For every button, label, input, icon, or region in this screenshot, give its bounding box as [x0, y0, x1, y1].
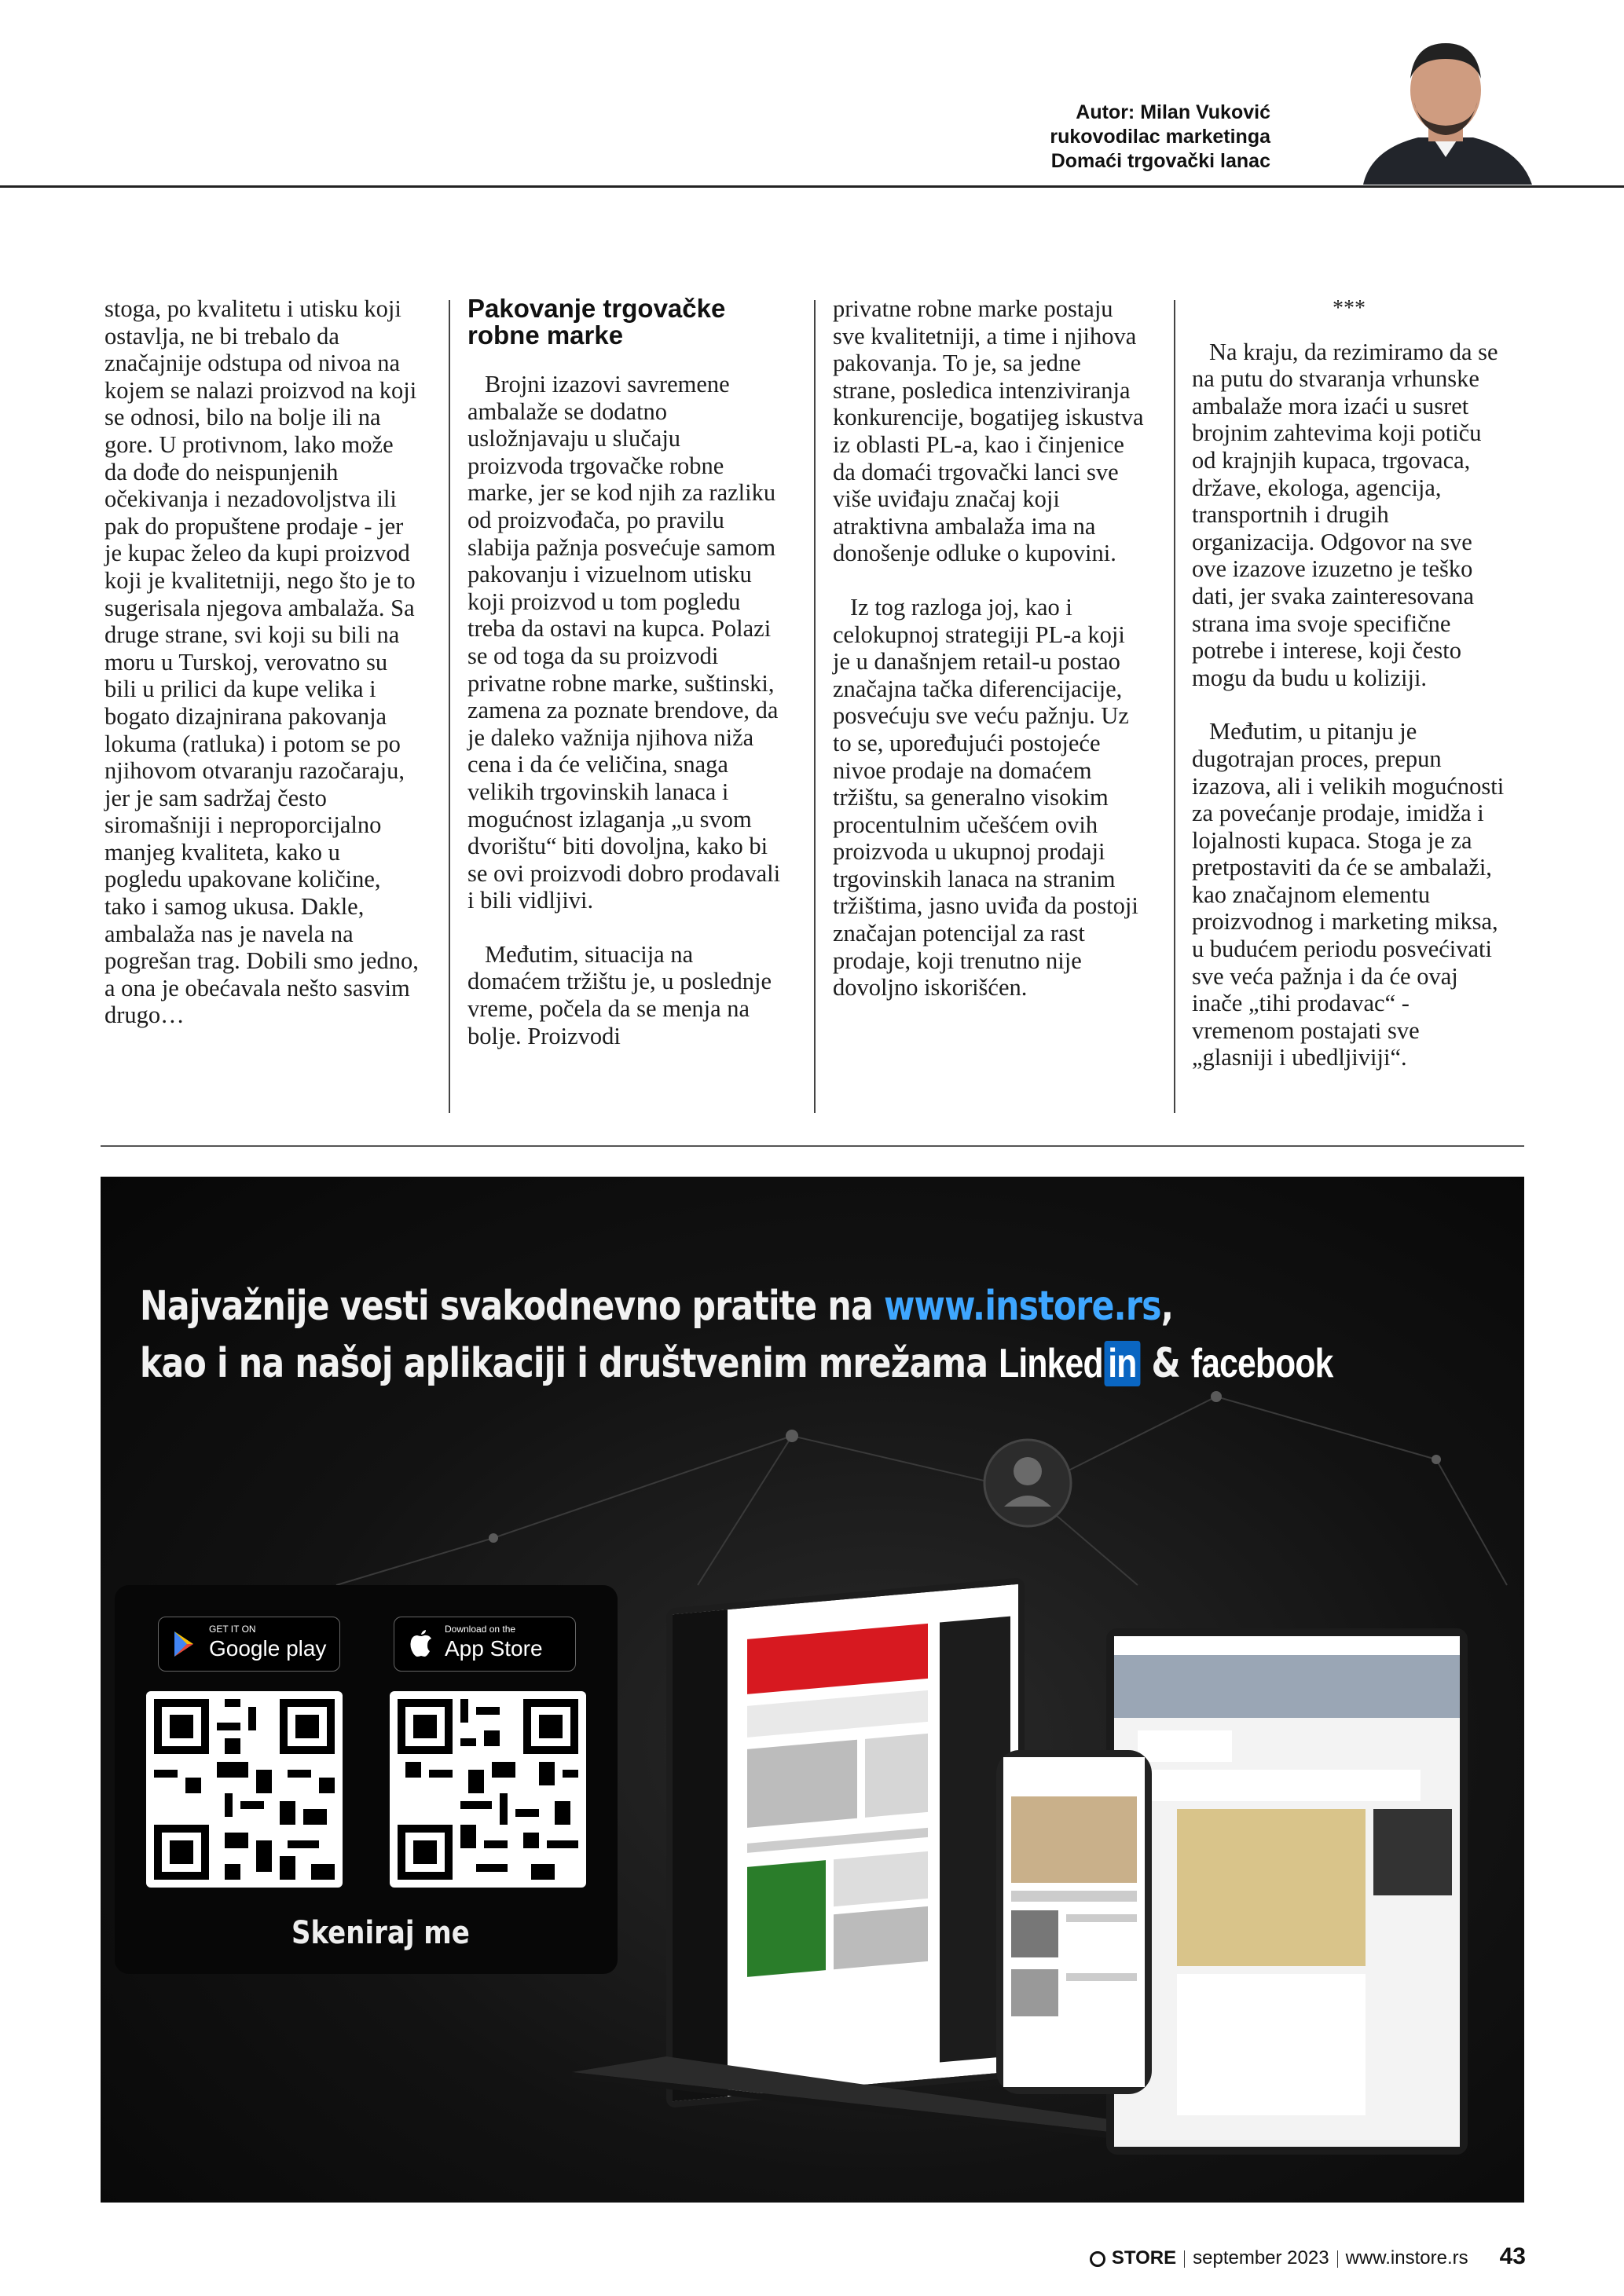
facebook-logo[interactable]: facebook	[1190, 1341, 1333, 1386]
author-company: Domaći trgovački lanac	[1050, 150, 1270, 172]
section-heading: Pakovanje trgovačke robne marke	[467, 294, 726, 350]
ad-text: kao i na našoj aplikaciji i društvenim mrežama	[140, 1340, 999, 1387]
footer-url[interactable]: www.instore.rs	[1345, 2247, 1468, 2269]
author-photo	[1347, 31, 1544, 185]
badge-small-text: Download on the	[445, 1624, 516, 1635]
author-credit	[1050, 101, 1270, 174]
footer-date: september 2023	[1193, 2247, 1329, 2269]
ampersand: &	[1151, 1340, 1180, 1387]
badge-store-name: Google play	[209, 1636, 327, 1661]
article-column-4	[1192, 295, 1506, 1071]
phone-mockup	[996, 1750, 1152, 2094]
column-divider	[449, 300, 450, 1113]
linkedin-in-icon: in	[1104, 1341, 1140, 1386]
paragraph: Iz tog razloga joj, kao i celokupnoj strategiji PL-a koji je u današnjem retail-u postao značajna tačka diferencijacije, posvećuju sve veću pažnju. Uz to se, upoređujući postojeće nivoe prodaje na domaćem tržištu, sa generalno visokim procentulnim učešćem ovih proizvoda u ukupnoj prodaji trgovinskih lanaca na stranim tržištima, jasno uviđa da postoji značajan potencijal za rast prodaje, koji trenutno nije dovoljno iskorišćen.	[833, 593, 1138, 1002]
website-link[interactable]: www.instore.rs	[883, 1283, 1161, 1330]
paragraph: Na kraju, da rezimiramo da se na putu do stvaranja vrhunske ambalaže mora izaći u susret brojnim zahtevima koji potiču od krajnjih kupaca, trgovaca, države, ekologa, agencija, transportnih i drugih organizacija. Odgovor na sve ove izazove izuzetno je teško dati, jer svaka zainteresovana strana ima svoje specifične potrebe i interese, koji često mogu da budu u koliziji.	[1192, 338, 1498, 691]
section-break: ***	[1333, 296, 1366, 320]
column-divider	[814, 300, 816, 1113]
paragraph: Brojni izazovi savremene ambalaže se dodatno usložnjavaju u slučaju proizvoda trgovačke robne marke, jer se kod njih za razliku od proizvođača, po pravilu slabija pažnja posvećuje samom pakovanju i vizuelnom utisku koji proizvod u tom pogledu treba da ostavi na kupca. Polazi se od toga da su proizvodi privatne robne marke, suštinski, zamena za poznate brendove, da je daleko važnija njihova niža cena i da će veličina, snaga velikih trgovinskih lanaca i mogućnost izlaganja „u svom dvorištu“ biti dovoljna, kako bi se ovi proizvodi dobro prodavali i bili vidljivi.	[467, 371, 781, 914]
article-column-3	[833, 295, 1147, 1002]
paragraph: privatne robne marke postaju sve kvalitetniji, a time i njihova pakovanja. To je, sa jedne strane, posledica intenziviranja konkurencije, bogatijeg iskustva iz oblasti PL-a, kao i činjenice da domaći trgovački lanci sve više uviđaju značaj koji atraktivna ambalaža ima na donošenje odluke o kupovini.	[833, 295, 1144, 567]
google-play-qr-code[interactable]	[146, 1691, 343, 1888]
laptop-mockup	[666, 1577, 1025, 2108]
header-divider	[0, 185, 1624, 188]
qr-code-panel	[115, 1585, 618, 1974]
article-column-2	[467, 295, 782, 1049]
ad-text: Najvažnije vesti svakodnevno pratite na	[140, 1283, 884, 1330]
page-footer	[1090, 2243, 1526, 2270]
scan-me-label: Skeniraj me	[291, 1915, 470, 1951]
linkedin-logo[interactable]	[999, 1340, 1140, 1387]
paragraph: Međutim, situacija na domaćem tržištu je, u poslednje vreme, počela da se menja na bolje. Proizvodi	[467, 940, 772, 1049]
google-play-icon	[170, 1628, 201, 1660]
article-end-divider	[101, 1145, 1524, 1147]
paragraph: Međutim, u pitanju je dugotrajan proces, prepun izazova, ali i velikih mogućnosti za povećanje prodaje, imidža i lojalnosti kupaca. Stoga je za pretpostaviti da će se ambalaži, kao značajnom elementu proizvodnog i marketing miksa, u budućem periodu posvećivati sve veća pažnja i da će ovaj inače „tihi prodavac“ - vremenom postajati sve „glasniji i ubedljiviji“.	[1192, 718, 1505, 1071]
ad-text: ,	[1160, 1283, 1174, 1330]
instore-advertisement	[101, 1177, 1524, 2203]
ad-headline-1	[140, 1283, 1173, 1330]
page-number: 43	[1499, 2243, 1526, 2269]
badge-store-name: App Store	[445, 1636, 543, 1661]
author-name: Autor: Milan Vuković	[1076, 101, 1270, 123]
column-divider	[1174, 300, 1175, 1113]
apple-icon	[405, 1628, 437, 1660]
ad-headline-2	[140, 1340, 1333, 1387]
app-store-badge[interactable]	[394, 1617, 576, 1672]
app-store-qr-code[interactable]	[390, 1691, 586, 1888]
article-column-1	[104, 295, 419, 1029]
author-role: rukovodilac marketinga	[1050, 126, 1270, 148]
footer-separator	[1184, 2250, 1185, 2268]
linkedin-wordmark: Linked	[999, 1341, 1103, 1386]
monitor-mockup	[1106, 1628, 1468, 2155]
paragraph: stoga, po kvalitetu i utisku koji ostavlja, ne bi trebalo da značajnije odstupa od nivoa na kojem se nalazi proizvod na koji se odnosi, bilo na bolje ili na gore. U protivnom, lako može da dođe do neispunjenih očekivanja i nezadovoljstva ili pak do propuštene prodaje - jer je kupac želeo da kupi proizvod koji je kvalitetniji, nego što je to sugerisala njegova ambalaža. Sa druge strane, svi koji su bili na moru u Turskoj, verovatno su bili u prilici da kupe velika i bogato dizajnirana pakovanja lokuma (ratluka) i potom se po njihovom otvaranju razočaraju, jer je sam sadržaj često siromašniji i neproporcijalno manjeg kvaliteta, kako u pogledu upakovane količine, tako i samog ukusa. Dakle, ambalaža nas je navela na pogrešan trag. Dobili smo jedno, a ona je obećavala nešto sasvim drugo…	[104, 295, 419, 1029]
footer-separator	[1337, 2250, 1338, 2268]
badge-small-text: GET IT ON	[209, 1624, 256, 1635]
footer-brand: STORE	[1111, 2247, 1177, 2269]
instore-logo-icon	[1090, 2251, 1105, 2267]
google-play-badge[interactable]	[158, 1617, 340, 1672]
